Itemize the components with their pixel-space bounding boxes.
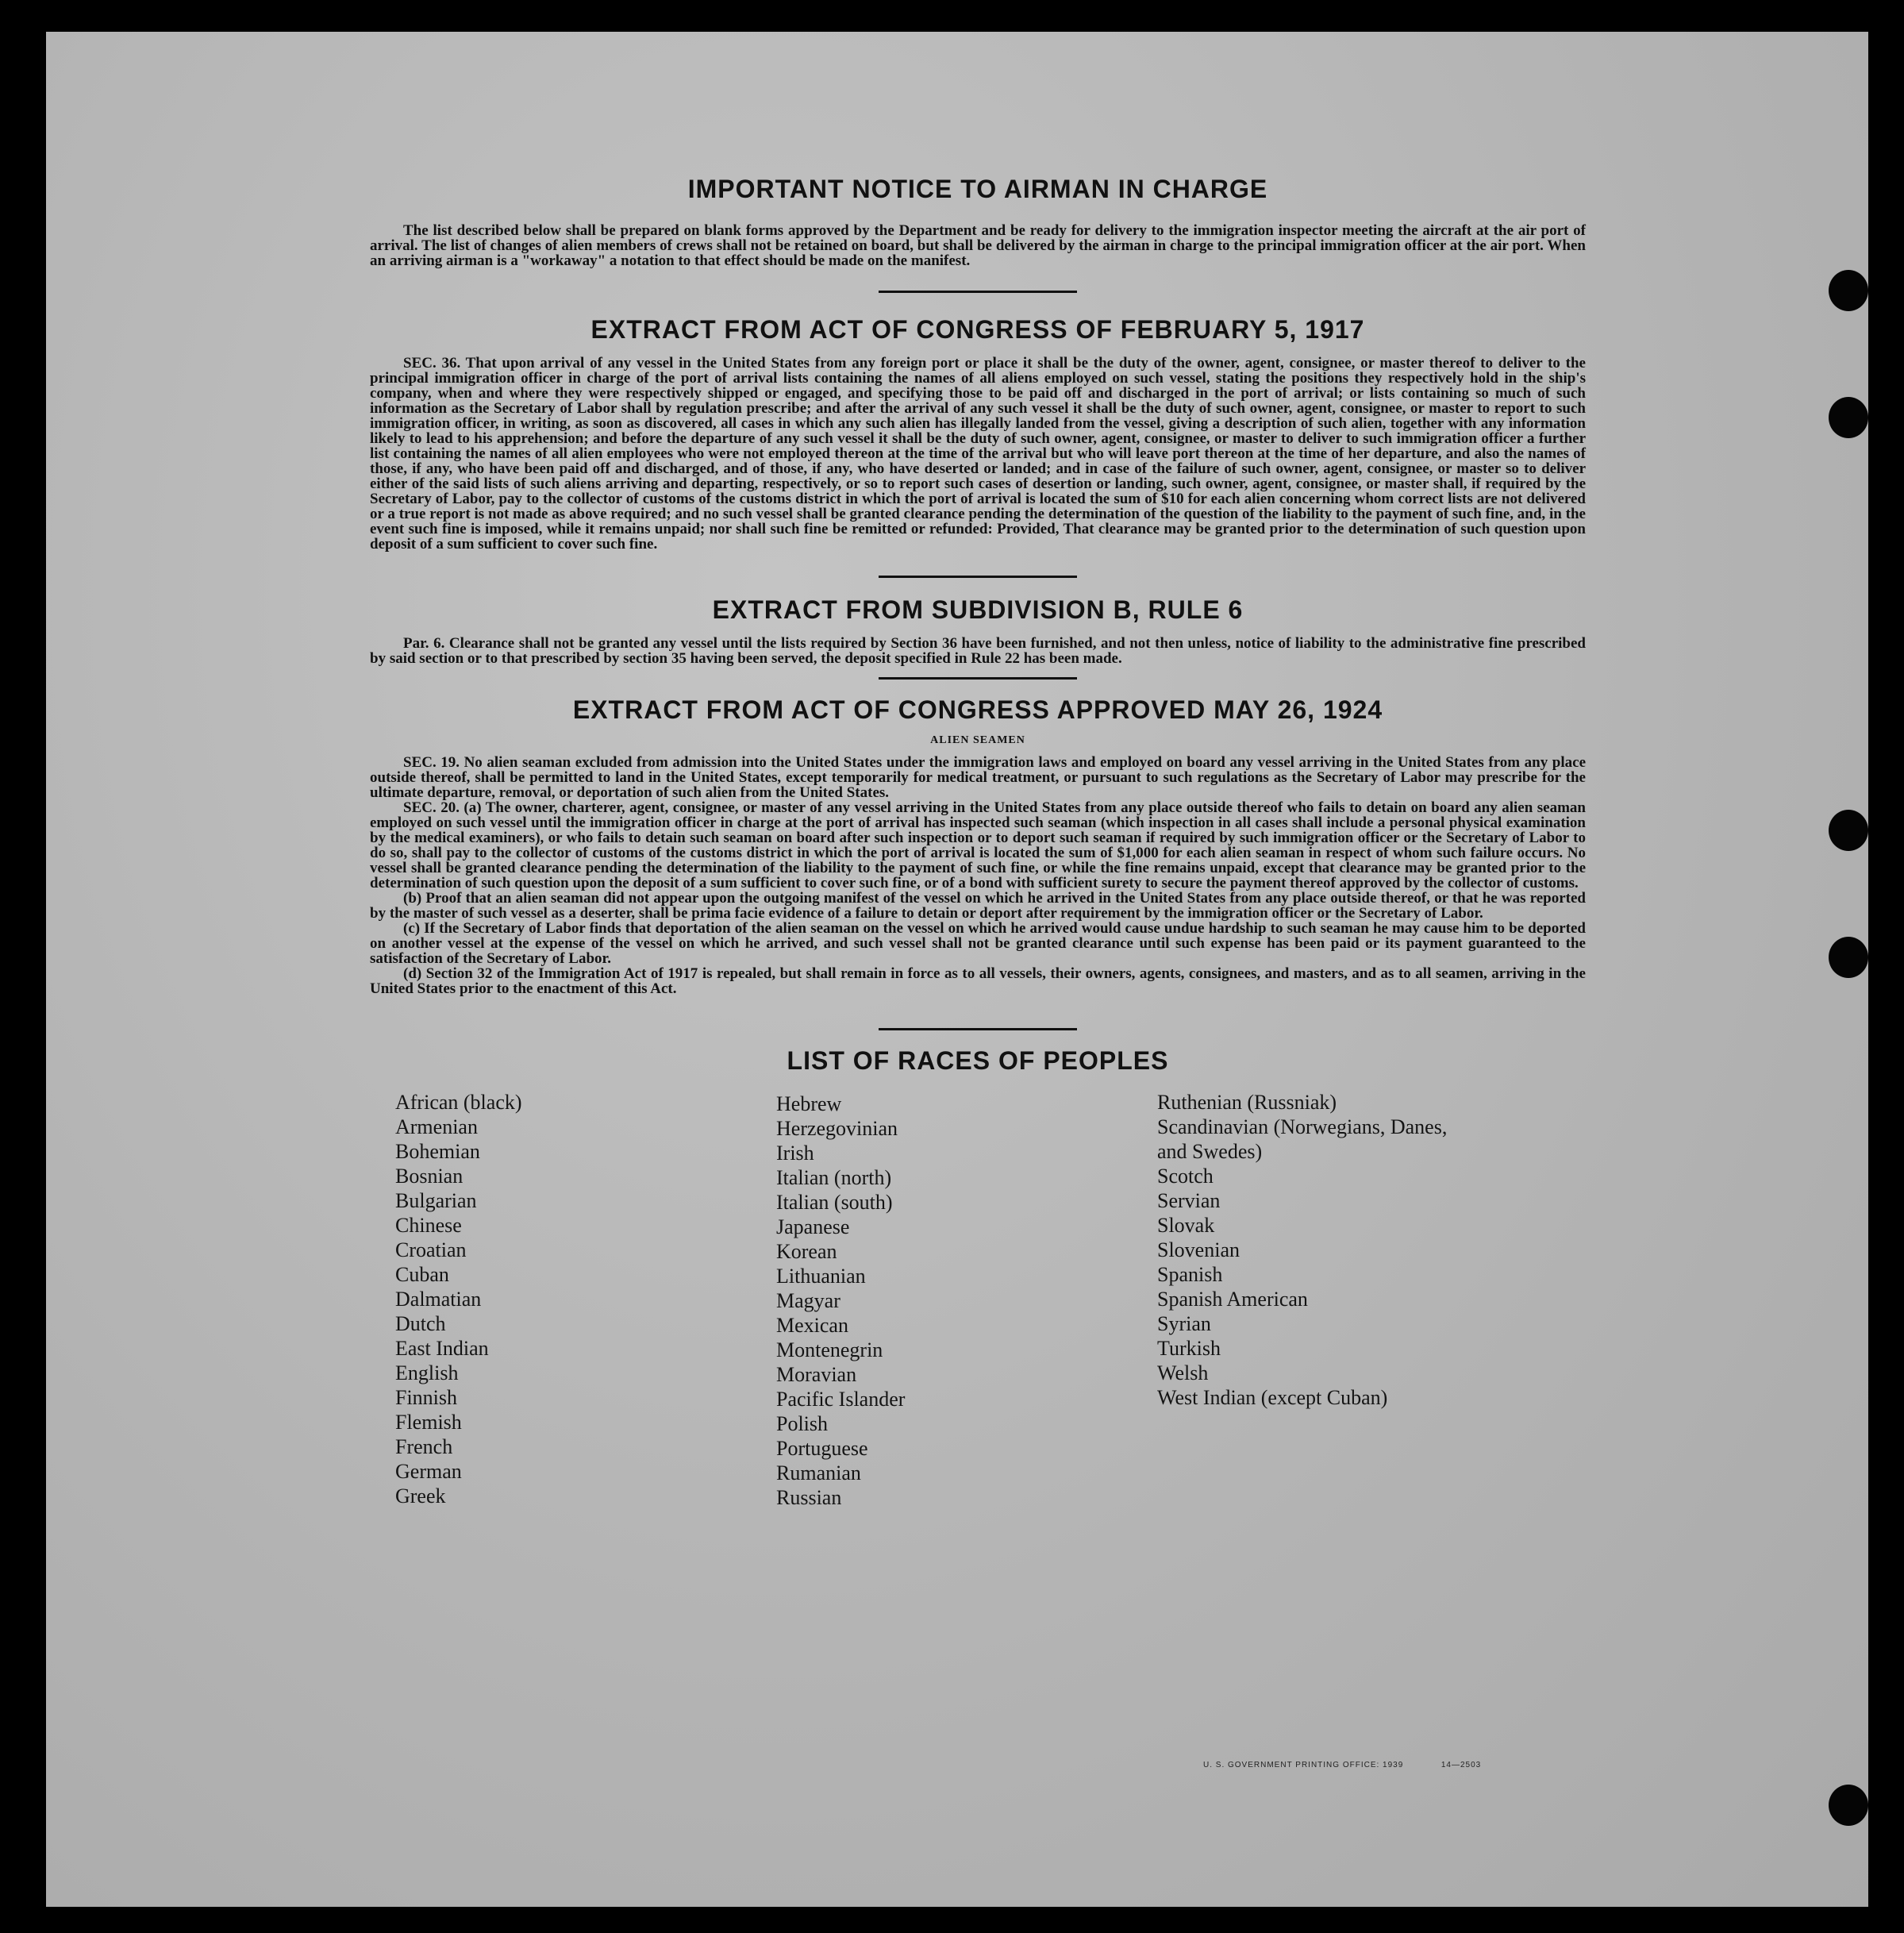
race-item: African (black) [395,1091,522,1114]
race-item: Portuguese [776,1437,868,1460]
act-1924-title: EXTRACT FROM ACT OF CONGRESS APPROVED MAY 26, 1924 [572,695,1383,724]
race-item: East Indian [395,1337,489,1360]
section-20b-text: (b) Proof that an alien seaman did not appear upon the outgoing manifest of the vessel on which he arrived in the United States from any place outside thereof, or that he was reported by the master of such vessel as a deserter, shall be prima facie evidence of a failure to detain or deport after requirement by the immigration officer or the Secretary of Labor. [370,890,1586,922]
rule-6-title: EXTRACT FROM SUBDIVISION B, RULE 6 [712,595,1244,624]
race-item: Hebrew [776,1092,842,1115]
paragraph-6-text: Par. 6. Clearance shall not be granted any vessel until the lists required by Section 36 have been furnished, and not then unless, notice of liability to the administrative fine prescribed by said section or to that prescribed by section 35 having been served, the deposit specified in Rule 22 has been made. [370,635,1586,667]
race-item: Bulgarian [395,1189,477,1212]
race-item: Ruthenian (Russniak) [1157,1091,1337,1114]
race-item: Herzegovinian [776,1117,898,1140]
document-body [370,175,1586,1519]
punch-hole [1829,810,1868,851]
race-item: Slovak [1157,1214,1215,1237]
race-item: German [395,1460,462,1483]
race-item: Chinese [395,1214,462,1237]
races-title: LIST OF RACES OF PEOPLES [787,1046,1169,1075]
notice-text: The list described below shall be prepared on blank forms approved by the Department and be ready for delivery to the immigration inspector meeting the aircraft at the air port of arrival. The list of changes of alien members of crews shall not be retained on board, but shall be delivered by the airman in charge to the principal immigration officer at the air port. When an arriving airman is a "workaway" a notation to that effect should be made on the manifest. [370,222,1586,269]
race-item: Syrian [1157,1312,1211,1335]
races-column-1 [395,1090,729,1508]
race-item: Scandinavian (Norwegians, Danes, [1157,1115,1448,1138]
race-item: Bosnian [395,1165,463,1188]
section-36-text: SEC. 36. That upon arrival of any vessel in the United States from any foreign port or place it shall be the duty of the owner, agent, consignee, or master thereof to deliver to the principal immigration officer in charge of the port of arrival lists containing the names of all aliens employed on such vessel, stating the positions they respectively hold in the ship's company, when and where they were respectively shipped or engaged, and specifying those to be paid off and discharged in the port of arrival; or lists containing so much of such information as the Secretary of Labor shall by regulation prescribe; and after the arrival of any such vessel it shall be the duty of such owner, agent, consignee, or master to report to such immigration officer, in writing, as soon as discovered, all cases in which any such alien has illegally landed from the vessel, giving a description of such alien, together with any information likely to lead to his apprehension; and before the departure of any such vessel it shall be the duty of such owner, agent, consignee, or master to deliver to such immigration officer a further list containing the names of all alien employees who were not employed thereon at the time of the arrival but who will leave port thereon at the time of her departure, and also the names of those, if any, who have been paid off and discharged, and of those, if any, who have deserted or landed; and in case of the failure of such owner, agent, consignee, or master so to deliver either of the said lists of such aliens arriving and departing, respectively, or so to report such cases of desertion or landing, such owner, agent, consignee, or master shall, if required by the Secretary of Labor, pay to the collector of customs of the customs district in which the port of arrival is located the sum of $10 for each alien concerning whom correct lists are not delivered or a true report is not made as above required; and no such vessel shall be granted clearance pending the determination of the question of the liability to the payment of such fine, and, in the event such fine is imposed, while it remains unpaid; nor shall such fine be remitted or refunded: Provided, That clearance may be granted prior to the determination of such question upon deposit of a sum sufficient to cover such fine. [370,355,1586,553]
race-item: Armenian [395,1115,478,1138]
race-item: Greek [395,1484,446,1508]
race-item: Moravian [776,1363,857,1386]
divider [879,576,1077,578]
race-item: Dutch [395,1312,446,1335]
races-column-3 [1157,1090,1554,1410]
race-item: Slovenian [1157,1238,1240,1261]
race-item: Flemish [395,1411,462,1434]
section-19-text: SEC. 19. No alien seaman excluded from admission into the United States under the immigration laws and employed on board any vessel arriving in the United States from any place outside thereof, shall be permitted to land in the United States, except temporarily for medical treatment, or pursuant to such regulations as the Secretary of Labor may prescribe for the ultimate departure, removal, or deportation of such alien from the United States. [370,754,1586,801]
race-item: Pacific Islander [776,1388,906,1411]
notice-title: IMPORTANT NOTICE TO AIRMAN IN CHARGE [687,175,1268,203]
race-item-continued: and Swedes) [1157,1140,1263,1163]
race-item: Irish [776,1142,814,1165]
section-20a-text: SEC. 20. (a) The owner, charterer, agent, consignee, or master of any vessel arriving in the United States from any place outside thereof who fails to detain on board any alien seaman employed on such vessel until the immigration officer in charge at the port of arrival has inspected such seaman (which inspection in all cases shall include a personal physical examination by the medical examiners), or who fails to detain such seaman on board after such inspection or to deport such seaman if required by such immigration officer or the Secretary of Labor to do so, shall pay to the collector of customs of the customs district in which the port of arrival is located the sum of $1,000 for each alien seaman in respect of whom such failure occurs. No vessel shall be granted clearance pending the determination of the liability to the payment of such fine, or while the fine remains unpaid, except that clearance may be granted prior to the determination of such question upon the deposit of a sum sufficient to cover such fine, or of a bond with sufficient surety to secure the payment thereof approved by the collector of customs. [370,799,1586,891]
race-item: Korean [776,1240,837,1263]
races-list [370,1090,1586,1519]
divider [879,291,1077,293]
race-item: Servian [1157,1189,1221,1212]
divider [879,677,1077,680]
race-item: Spanish [1157,1263,1223,1286]
race-item: Scotch [1157,1165,1214,1188]
race-item: Italian (north) [776,1166,892,1189]
race-item: French [395,1435,453,1458]
race-item: Japanese [776,1215,850,1238]
race-item: Welsh [1157,1361,1209,1384]
race-item: Bohemian [395,1140,480,1163]
race-item: Polish [776,1412,829,1435]
race-item: Magyar [776,1289,840,1312]
race-item: Cuban [395,1263,449,1286]
race-item: West Indian (except Cuban) [1157,1386,1388,1409]
race-item: Russian [776,1486,842,1509]
race-item: Croatian [395,1238,467,1261]
punch-hole [1829,937,1868,978]
punch-hole [1829,397,1868,438]
race-item: Italian (south) [776,1191,893,1214]
alien-seamen-subtitle: ALIEN SEAMEN [930,734,1025,746]
race-item: Mexican [776,1314,848,1337]
race-item: Lithuanian [776,1265,866,1288]
race-item: Turkish [1157,1337,1221,1360]
race-item: Rumanian [776,1461,861,1484]
race-item: English [395,1361,459,1384]
printer-imprint: U. S. GOVERNMENT PRINTING OFFICE: 1939 [1203,1761,1404,1769]
race-item: Dalmatian [395,1288,482,1311]
form-number: 14—2503 [1441,1761,1482,1769]
section-20c-text: (c) If the Secretary of Labor finds that deportation of the alien seaman on the vessel on which he arrived would cause undue hardship to such seaman he may cause him to be deported on another vessel at the expense of the vessel on which he arrived, and such vessel shall not be granted clearance until such expense has been paid or its payment guaranteed to the satisfaction of the Secretary of Labor. [370,920,1586,967]
punch-hole [1829,270,1868,311]
document-page [46,32,1868,1907]
race-item: Montenegrin [776,1338,883,1361]
punch-hole [1829,1785,1868,1826]
section-20d-text: (d) Section 32 of the Immigration Act of 1917 is repealed, but shall remain in force as to all vessels, their owners, agents, consignees, and masters, and as to all seamen, arriving in the United States prior to the enactment of this Act. [370,965,1586,997]
printer-footer [1203,1761,1481,1769]
race-item: Finnish [395,1386,458,1409]
races-column-2 [776,1092,1110,1510]
race-item: Spanish American [1157,1288,1308,1311]
divider [879,1028,1077,1030]
act-1917-title: EXTRACT FROM ACT OF CONGRESS OF FEBRUARY 5, 1917 [590,315,1365,344]
